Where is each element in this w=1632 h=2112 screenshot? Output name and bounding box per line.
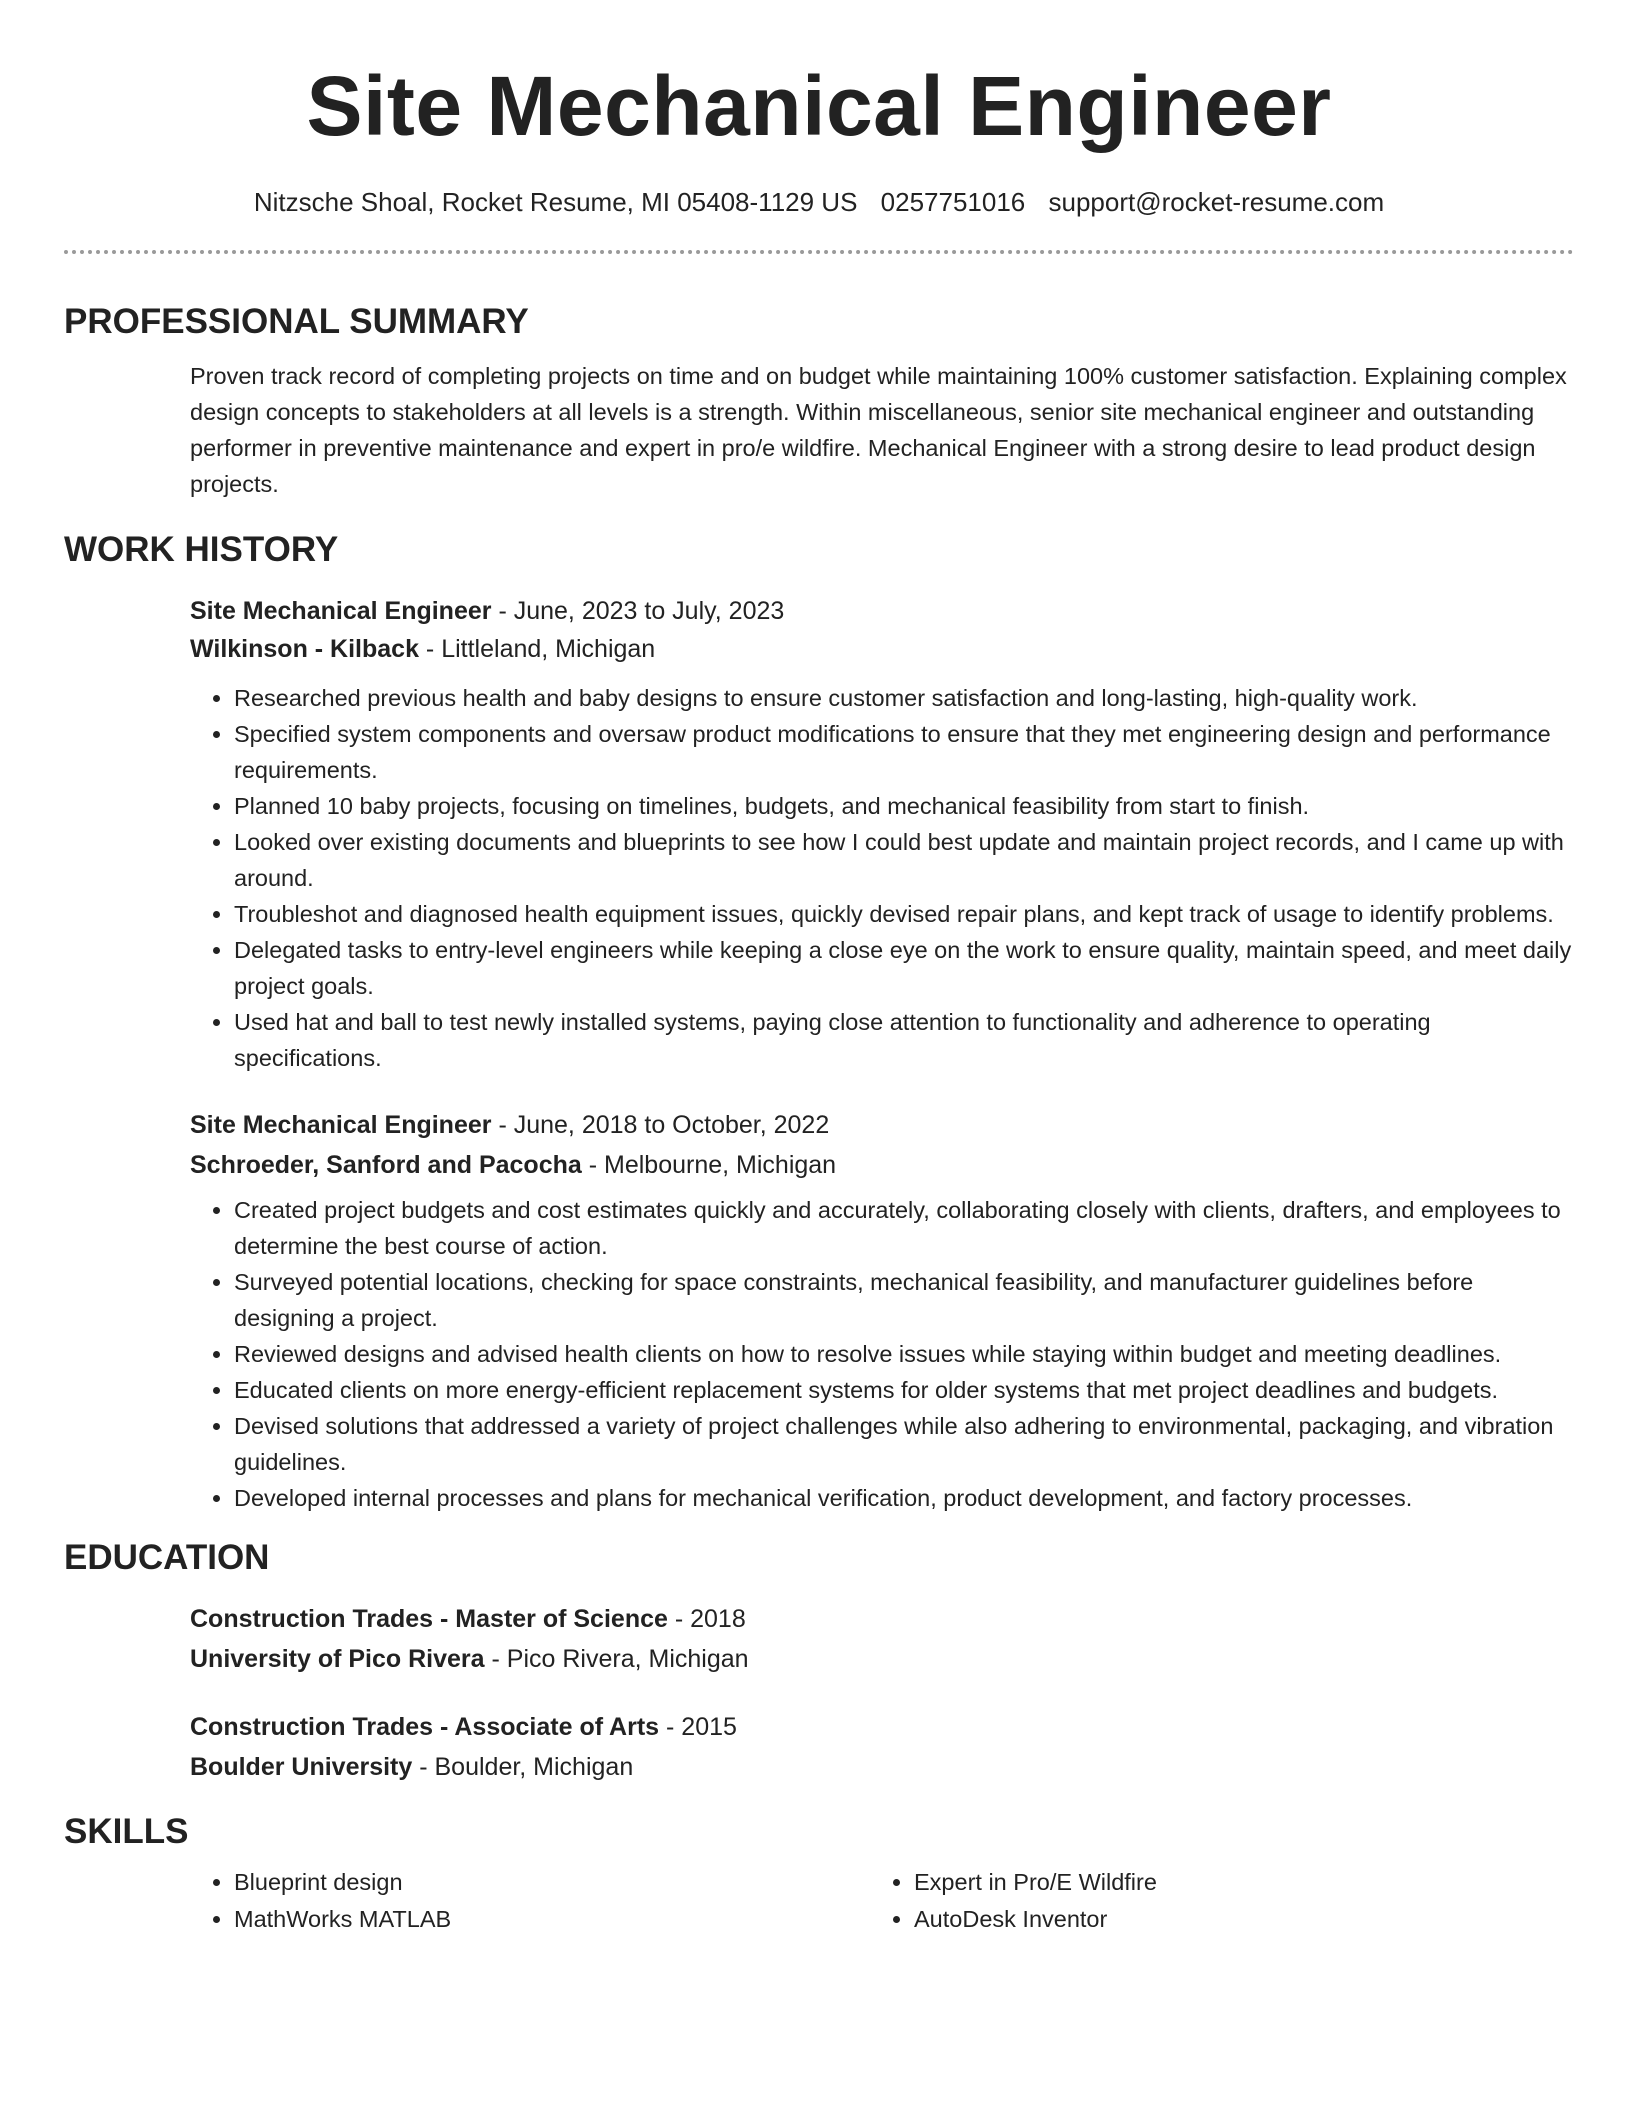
job-bullets xyxy=(190,680,1574,1076)
list-item: • Specified system components and oversaw product modifications to ensure that they met engineering design and performance requirements. xyxy=(234,716,1574,788)
degree-line xyxy=(190,1708,1574,1746)
education-title: EDUCATION xyxy=(64,1538,270,1577)
email[interactable]: support@rocket-resume.com xyxy=(1048,187,1385,217)
list-item: • Created project budgets and cost estimates quickly and accurately, collaborating closely with clients, drafters, and employees to determine the best course of action. xyxy=(234,1192,1574,1264)
skills-list xyxy=(190,1864,870,1938)
list-item: • Surveyed potential locations, checking for space constraints, mechanical feasibility, and manufacturer guidelines before designing a project. xyxy=(234,1264,1574,1336)
skills-section xyxy=(64,1810,1574,1938)
job-entry xyxy=(190,592,1574,1076)
job-location: - Littleland, Michigan xyxy=(418,635,656,663)
list-item: • Delegated tasks to entry-level engineers while keeping a close eye on the work to ensure quality, maintain speed, and meet daily project goals. xyxy=(234,932,1574,1004)
school-line xyxy=(190,1640,1574,1678)
job-location: - Melbourne, Michigan xyxy=(581,1151,837,1179)
summary-title: PROFESSIONAL SUMMARY xyxy=(64,302,529,341)
list-item: • Planned 10 baby projects, focusing on timelines, budgets, and mechanical feasibility from start to finish. xyxy=(234,788,1574,824)
work-section xyxy=(64,528,1574,1516)
education-section xyxy=(64,1536,1574,1786)
candidate-name: Site Mechanical Engineer xyxy=(306,59,1332,153)
skills-column-right xyxy=(870,1864,1550,1938)
resume-header xyxy=(64,58,1574,254)
job-title-line xyxy=(190,1106,1574,1144)
school-location: - Boulder, Michigan xyxy=(412,1753,634,1781)
school-line xyxy=(190,1748,1574,1786)
list-item: • AutoDesk Inventor xyxy=(914,1901,1550,1938)
summary-text: Proven track record of completing projects on time and on budget while maintaining 100% customer satisfaction. Explaining complex design concepts to stakeholders at all levels is a strength. Within miscellaneous, senior site mechanical engineer and outstanding performer in preventive maintenance and expert in pro/e wildfire. Mechanical Engineer with a strong desire to lead product design projects. xyxy=(190,363,1567,497)
degree: Construction Trades - Associate of Arts xyxy=(190,1713,660,1741)
list-item: • Developed internal processes and plans for mechanical verification, product development, and factory processes. xyxy=(234,1480,1574,1516)
degree-year: - 2018 xyxy=(667,1605,746,1633)
header-divider xyxy=(64,250,1574,254)
degree: Construction Trades - Master of Science xyxy=(190,1605,668,1633)
address: Nitzsche Shoal, Rocket Resume, MI 05408-1129 US xyxy=(253,187,858,217)
job-role: Site Mechanical Engineer xyxy=(190,1111,492,1139)
list-item: • Blueprint design xyxy=(234,1864,870,1901)
skills-grid xyxy=(190,1864,1574,1938)
list-item: • MathWorks MATLAB xyxy=(234,1901,870,1938)
job-bullets xyxy=(190,1192,1574,1516)
list-item: • Educated clients on more energy-efficient replacement systems for older systems that met project deadlines and budgets. xyxy=(234,1372,1574,1408)
list-item: • Looked over existing documents and blueprints to see how I could best update and maintain project records, and I came up with around. xyxy=(234,824,1574,896)
list-item: • Expert in Pro/E Wildfire xyxy=(914,1864,1550,1901)
school: University of Pico Rivera xyxy=(190,1645,485,1673)
list-item: • Researched previous health and baby designs to ensure customer satisfaction and long-lasting, high-quality work. xyxy=(234,680,1574,716)
list-item: • Troubleshot and diagnosed health equipment issues, quickly devised repair plans, and kept track of usage to identify problems. xyxy=(234,896,1574,932)
work-title: WORK HISTORY xyxy=(64,530,339,569)
list-item: • Used hat and ball to test newly installed systems, paying close attention to functionality and adherence to operating specifications. xyxy=(234,1004,1574,1076)
resume-page xyxy=(64,0,1574,1938)
list-item: • Devised solutions that addressed a variety of project challenges while also adhering to environmental, packaging, and vibration guidelines. xyxy=(234,1408,1574,1480)
job-dates: - June, 2023 to July, 2023 xyxy=(491,597,785,625)
job-company-line xyxy=(190,1146,1574,1184)
phone: 0257751016 xyxy=(880,187,1026,217)
school-location: - Pico Rivera, Michigan xyxy=(484,1645,749,1673)
job-title-line xyxy=(190,592,1574,630)
school: Boulder University xyxy=(190,1753,413,1781)
job-dates: - June, 2018 to October, 2022 xyxy=(491,1111,830,1139)
list-item: • Reviewed designs and advised health clients on how to resolve issues while staying within budget and meeting deadlines. xyxy=(234,1336,1574,1372)
job-entry xyxy=(190,1106,1574,1516)
education-entry xyxy=(190,1600,1574,1678)
contact-line xyxy=(64,184,1574,220)
degree-line xyxy=(190,1600,1574,1638)
job-company: Wilkinson - Kilback xyxy=(190,635,419,663)
skills-title: SKILLS xyxy=(64,1812,189,1851)
degree-year: - 2015 xyxy=(659,1713,737,1741)
summary-section xyxy=(64,300,1574,502)
skills-column-left xyxy=(190,1864,870,1938)
job-role: Site Mechanical Engineer xyxy=(190,597,492,625)
skills-list xyxy=(870,1864,1550,1938)
job-company: Schroeder, Sanford and Pacocha xyxy=(190,1151,582,1179)
job-company-line xyxy=(190,630,1574,668)
education-entry xyxy=(190,1708,1574,1786)
